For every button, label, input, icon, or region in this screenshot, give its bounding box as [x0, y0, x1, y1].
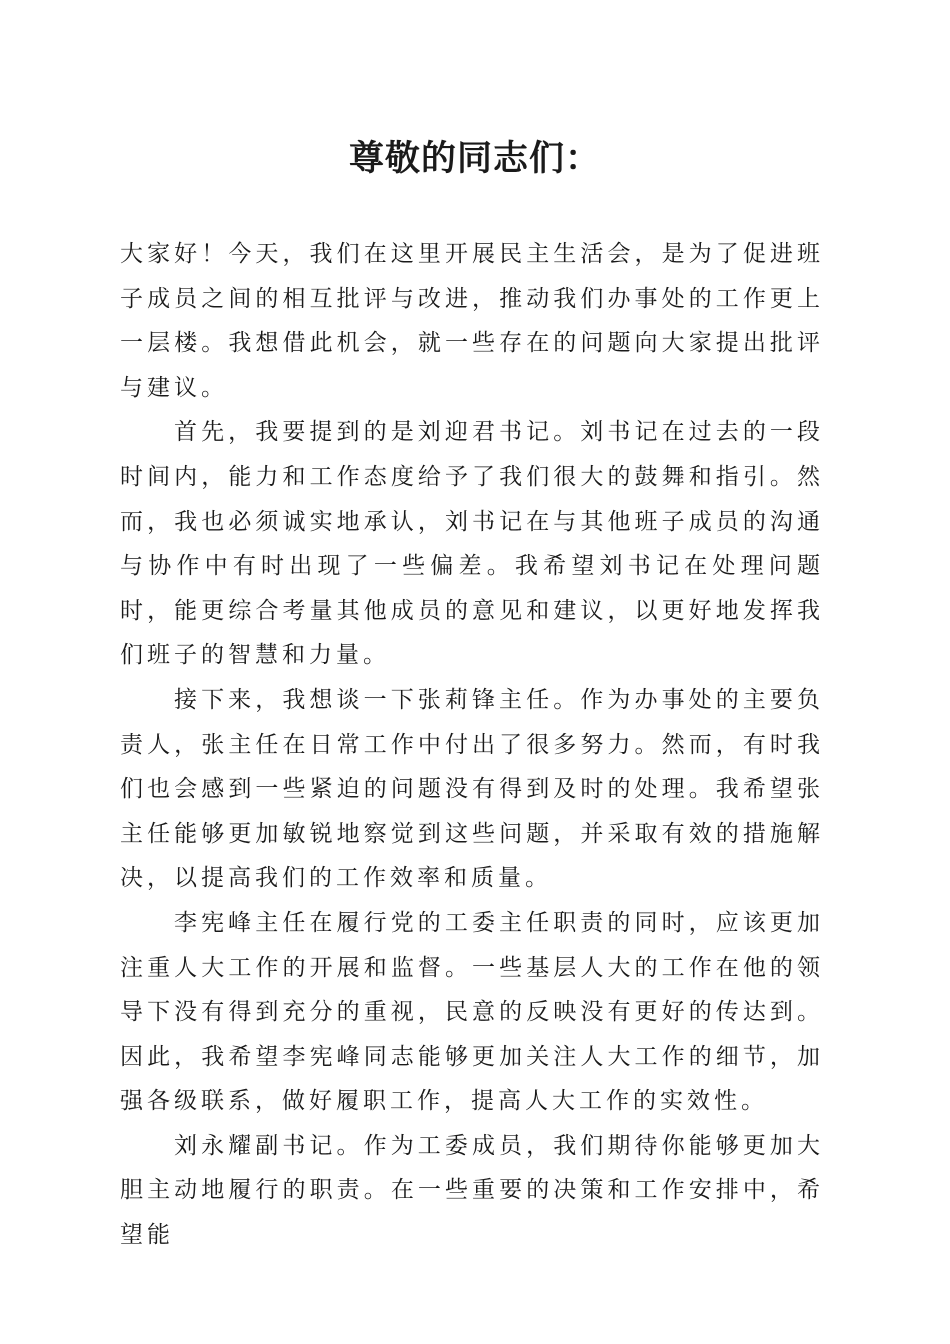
text-line: 重人大工作的开展和监督。一些基层人大的工作在他的领导下	[120, 954, 825, 1026]
text-line: 系，做好履职工作，提高人大工作的实效性。	[228, 1088, 768, 1115]
text-line: 主动地履行的职责。在一些重要的决策和工作安排中，希望能	[120, 1177, 825, 1249]
text-line: 我也必须诚实地承认，刘书记在与其他班子成员的沟通与协作	[120, 508, 825, 580]
body-paragraph	[120, 678, 824, 901]
text-line: 人，张主任在日常工作中付出了很多努力。然而，有时我们也	[120, 731, 825, 803]
text-line: 合考量其他成员的意见和建议，以更好地发挥我们班子的智慧	[120, 597, 825, 669]
body-paragraph	[120, 1124, 824, 1258]
text-line: 大家好！今天，我们在这里开展民主生活会，是为了促进班子	[120, 241, 824, 312]
document-title: 尊敬的同志们：	[348, 138, 601, 179]
text-line: 会感到一些紧迫的问题没有得到及时的处理。我希望张主任能	[120, 776, 825, 847]
body-paragraph	[120, 410, 824, 678]
text-line: 首先，我要提到的是刘迎君书记。刘书记在过去的一段时	[120, 419, 824, 490]
text-line: 中有时出现了一些偏差。我希望刘书记在处理问题时，能更综	[120, 553, 824, 624]
text-line: 和力量。	[282, 642, 390, 669]
document-body	[120, 232, 824, 1258]
text-line: 够更加敏锐地察觉到这些问题，并采取有效的措施解决，以提	[120, 820, 825, 892]
text-line: 我希望李宪峰同志能够更加关注人大工作的细节，加强各级联	[120, 1043, 825, 1115]
text-line: 刘永耀副书记。作为工委成员，我们期待你能够更加大胆	[120, 1132, 824, 1204]
body-paragraph	[120, 901, 824, 1124]
text-line: 间内，能力和工作态度给予了我们很大的鼓舞和指引。然而，	[120, 463, 825, 535]
text-line: 成员之间的相互批评与改进，推动我们办事处的工作更上一层	[120, 285, 825, 357]
body-paragraph	[120, 232, 824, 410]
text-line: 楼。我想借此机会，就一些存在的问题向大家提出批评与建议。	[120, 330, 825, 401]
text-line: 接下来，我想谈一下张莉锋主任。作为办事处的主要负责	[120, 686, 824, 758]
text-line: 没有得到充分的重视，民意的反映没有更好的传达到。因此，	[120, 999, 825, 1070]
text-line: 李宪峰主任在履行党的工委主任职责的同时，应该更加注	[120, 909, 824, 981]
text-line: 高我们的工作效率和质量。	[228, 865, 552, 892]
